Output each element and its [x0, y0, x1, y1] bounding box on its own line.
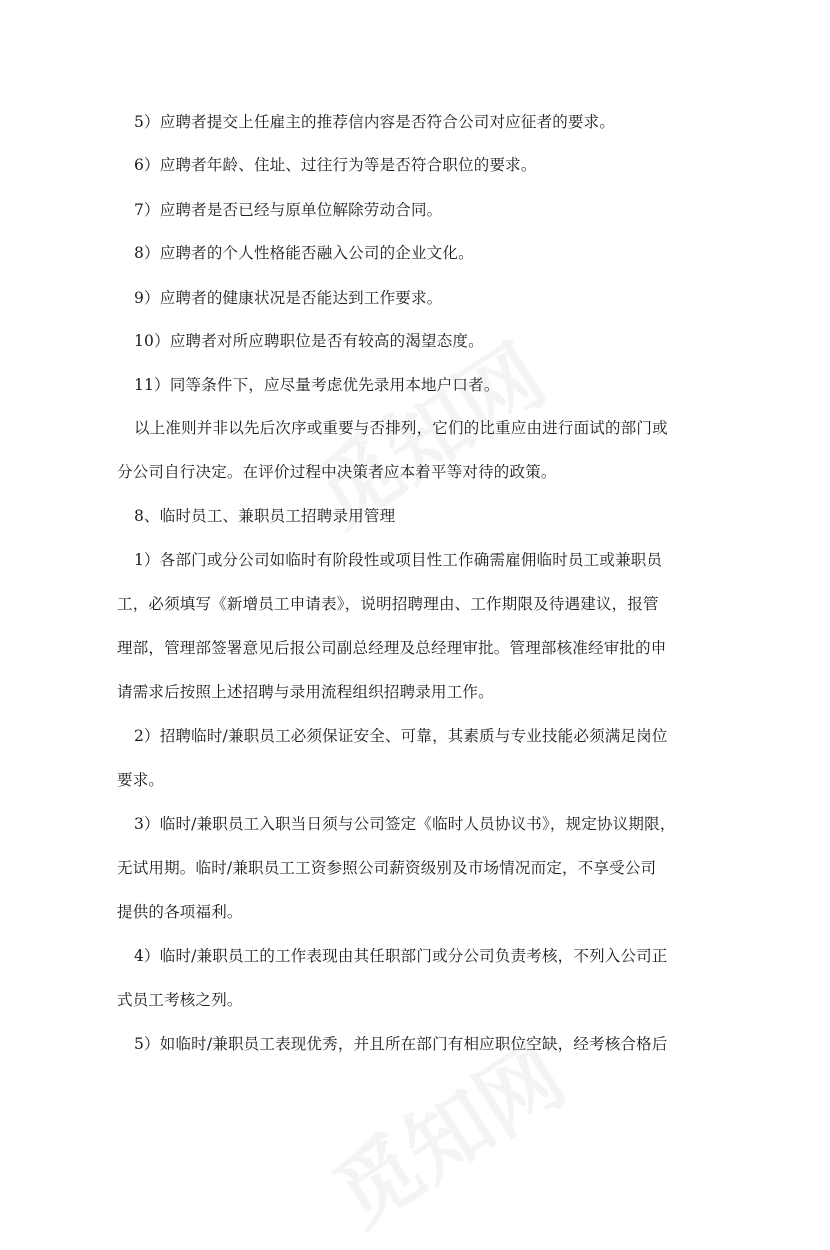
list-item-5: 5）应聘者提交上任雇主的推荐信内容是否符合公司对应征者的要求。 — [134, 113, 616, 131]
list-item-10: 10）应聘者对所应聘职位是否有较高的渴望态度。 — [134, 332, 484, 350]
paragraph-line: 要求。 — [117, 771, 165, 789]
list-item-8: 8）应聘者的个人性格能否融入公司的企业文化。 — [134, 244, 474, 262]
paragraph-line: 以上准则并非以先后次序或重要与否排列，它们的比重应由进行面试的部门或 — [134, 419, 668, 437]
list-item-5b: 5）如临时/兼职员工表现优秀，并且所在部门有相应职位空缺，经考核合格后 — [134, 1035, 668, 1053]
section-heading: 8、临时员工、兼职员工招聘录用管理 — [134, 507, 396, 525]
paragraph-line: 提供的各项福利。 — [117, 903, 243, 921]
paragraph-line: 式员工考核之列。 — [117, 991, 243, 1009]
list-item-6: 6）应聘者年龄、住址、过往行为等是否符合职位的要求。 — [134, 156, 537, 174]
list-item-9: 9）应聘者的健康状况是否能达到工作要求。 — [134, 289, 443, 307]
list-item-4: 4）临时/兼职员工的工作表现由其任职部门或分公司负责考核，不列入公司正 — [134, 947, 668, 965]
list-item-2: 2）招聘临时/兼职员工必须保证安全、可靠，其素质与专业技能必须满足岗位 — [134, 727, 668, 745]
list-item-11: 11）同等条件下，应尽量考虑优先录用本地户口者。 — [134, 376, 500, 394]
paragraph-line: 请需求后按照上述招聘与录用流程组织招聘录用工作。 — [117, 683, 494, 701]
paragraph-line: 理部，管理部签署意见后报公司副总经理及总经理审批。管理部核准经审批的申 — [117, 639, 667, 657]
paragraph-line: 工，必须填写《新增员工申请表》，说明招聘理由、工作期限及待遇建议，报管 — [117, 595, 659, 613]
list-item-1: 1）各部门或分公司如临时有阶段性或项目性工作确需雇佣临时员工或兼职员 — [134, 551, 663, 569]
paragraph-line: 分公司自行决定。在评价过程中决策者应本着平等对待的政策。 — [117, 463, 557, 481]
list-item-7: 7）应聘者是否已经与原单位解除劳动合同。 — [134, 201, 443, 219]
paragraph-line: 无试用期。临时/兼职员工工资参照公司薪资级别及市场情况而定，不享受公司 — [117, 859, 657, 877]
list-item-3: 3）临时/兼职员工入职当日须与公司签定《临时人员协议书》，规定协议期限， — [134, 815, 676, 833]
